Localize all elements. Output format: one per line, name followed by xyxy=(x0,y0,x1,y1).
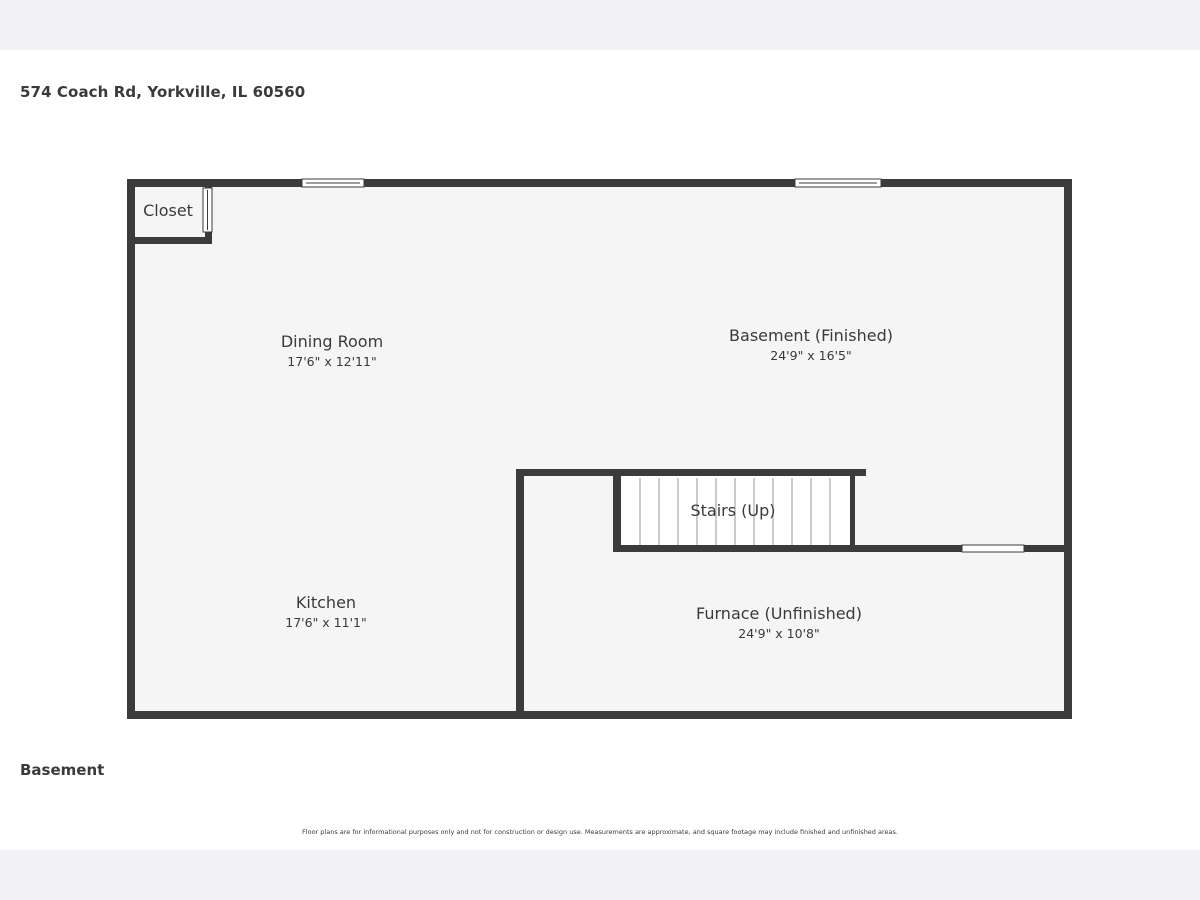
floor-label: Basement xyxy=(20,761,105,779)
window-top-right xyxy=(795,179,881,187)
room-name: Basement (Finished) xyxy=(729,326,893,345)
wall-right xyxy=(1064,179,1072,719)
disclaimer: Floor plans are for informational purposes only and not for construction or design use. Measurements are approximate, and square footage may include finished and unfinished areas. xyxy=(302,828,898,836)
room-dimensions: 24'9" x 10'8" xyxy=(738,626,820,641)
property-address: 574 Coach Rd, Yorkville, IL 60560 xyxy=(20,83,306,101)
room-name: Stairs (Up) xyxy=(690,501,776,520)
room-name: Kitchen xyxy=(295,593,357,612)
room-name: Dining Room xyxy=(280,332,384,351)
room-dimensions: 24'9" x 16'5" xyxy=(770,348,852,363)
stair-wall-left xyxy=(613,469,621,552)
room-dimensions: 17'6" x 12'11" xyxy=(287,354,377,369)
room-dining xyxy=(281,332,383,369)
furnace-door-opening xyxy=(962,545,1024,552)
closet-door-opening xyxy=(203,188,212,232)
stair-wall-right xyxy=(850,469,855,552)
floor-area xyxy=(131,183,1068,715)
wall-top xyxy=(127,179,1072,187)
window-top-left xyxy=(302,179,364,187)
closet-wall-bottom xyxy=(131,237,212,244)
wall-left xyxy=(127,179,135,719)
room-kitchen xyxy=(285,593,366,630)
room-name: Closet xyxy=(143,201,193,220)
stair-wall-top xyxy=(516,469,866,476)
room-closet xyxy=(143,201,193,220)
wall-bottom xyxy=(127,711,1072,719)
room-dimensions: 17'6" x 11'1" xyxy=(285,615,367,630)
kitchen-furnace-wall xyxy=(516,469,524,715)
room-name: Furnace (Unfinished) xyxy=(696,604,862,623)
room-stairs xyxy=(690,501,775,520)
room-basement xyxy=(729,326,893,363)
room-furnace xyxy=(696,604,862,641)
